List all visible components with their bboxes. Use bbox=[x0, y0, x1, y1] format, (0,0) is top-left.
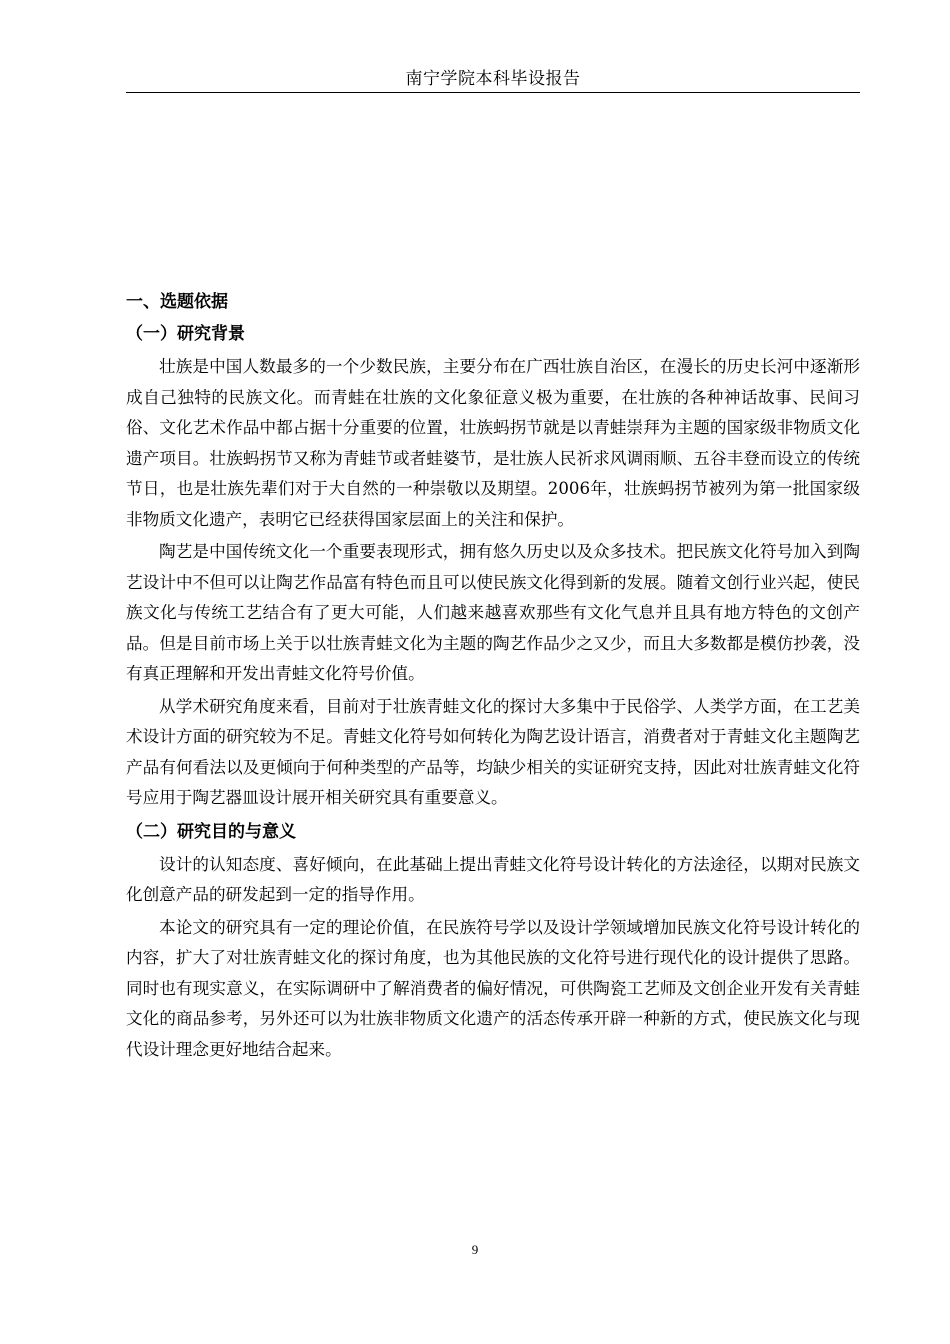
paragraph: 陶艺是中国传统文化一个重要表现形式，拥有悠久历史以及众多技术。把民族文化符号加入到陶艺设计中不但可以让陶艺作品富有特色而且可以使民族文化得到新的发展。随着文创行业兴起，使民族文化与传统工艺结合有了更大可能，人们越来越喜欢那些有文化气息并且具有地方特色的文创产品。但是目前市场上关于以壮族青蛙文化为主题的陶艺作品少之又少，而且大多数都是模仿抄袭，没有真正理解和开发出青蛙文化符号价值。 bbox=[126, 542, 860, 683]
section-heading: 一、选题依据 bbox=[126, 292, 228, 312]
page-number: 9 bbox=[471, 1242, 479, 1257]
paragraph: 壮族是中国人数最多的一个少数民族，主要分布在广西壮族自治区，在漫长的历史长河中逐渐形成自己独特的民族文化。而青蛙在壮族的文化象征意义极为重要，在壮族的各种神话故事、民间习俗、文化艺术作品中都占据十分重要的位置，壮族蚂拐节就是以青蛙崇拜为主题的国家级非物质文化遗产项目。壮族蚂拐节又称为青蛙节或者蛙婆节，是壮族人民祈求风调雨顺、五谷丰登而设立的传统节日，也是壮族先辈们对于大自然的一种崇敬以及期望。2006年，壮族蚂拐节被列为第一批国家级非物质文化遗产，表明它已经获得国家层面上的关注和保护。 bbox=[126, 357, 860, 529]
subsection-heading-purpose: （二）研究目的与意义 bbox=[126, 821, 296, 842]
header-title: 南宁学院本科毕设报告 bbox=[405, 69, 581, 89]
document-body bbox=[126, 286, 860, 1067]
subsection-heading-background: （一）研究背景 bbox=[126, 324, 245, 344]
paragraph: 从学术研究角度来看，目前对于壮族青蛙文化的探讨大多集中于民俗学、人类学方面，在工艺美术设计方面的研究较为不足。青蛙文化符号如何转化为陶艺设计语言，消费者对于青蛙文化主题陶艺产品有何看法以及更倾向于何种类型的产品等，均缺少相关的实证研究支持，因此对壮族青蛙文化符号应用于陶艺器皿设计展开相关研究具有重要意义。 bbox=[126, 696, 860, 807]
paragraph: 设计的认知态度、喜好倾向，在此基础上提出青蛙文化符号设计转化的方法途径，以期对民族文化创意产品的研发起到一定的指导作用。 bbox=[126, 854, 860, 904]
paragraph: 本论文的研究具有一定的理论价值，在民族符号学以及设计学领域增加民族文化符号设计转化的内容，扩大了对壮族青蛙文化的探讨角度，也为其他民族的文化符号进行现代化的设计提供了思路。同时也有现实意义，在实际调研中了解消费者的偏好情况，可供陶瓷工艺师及文创企业开发有关青蛙文化的商品参考，另外还可以为壮族非物质文化遗产的活态传承开辟一种新的方式，使民族文化与现代设计理念更好地结合起来。 bbox=[126, 917, 860, 1059]
page-header bbox=[126, 68, 860, 93]
